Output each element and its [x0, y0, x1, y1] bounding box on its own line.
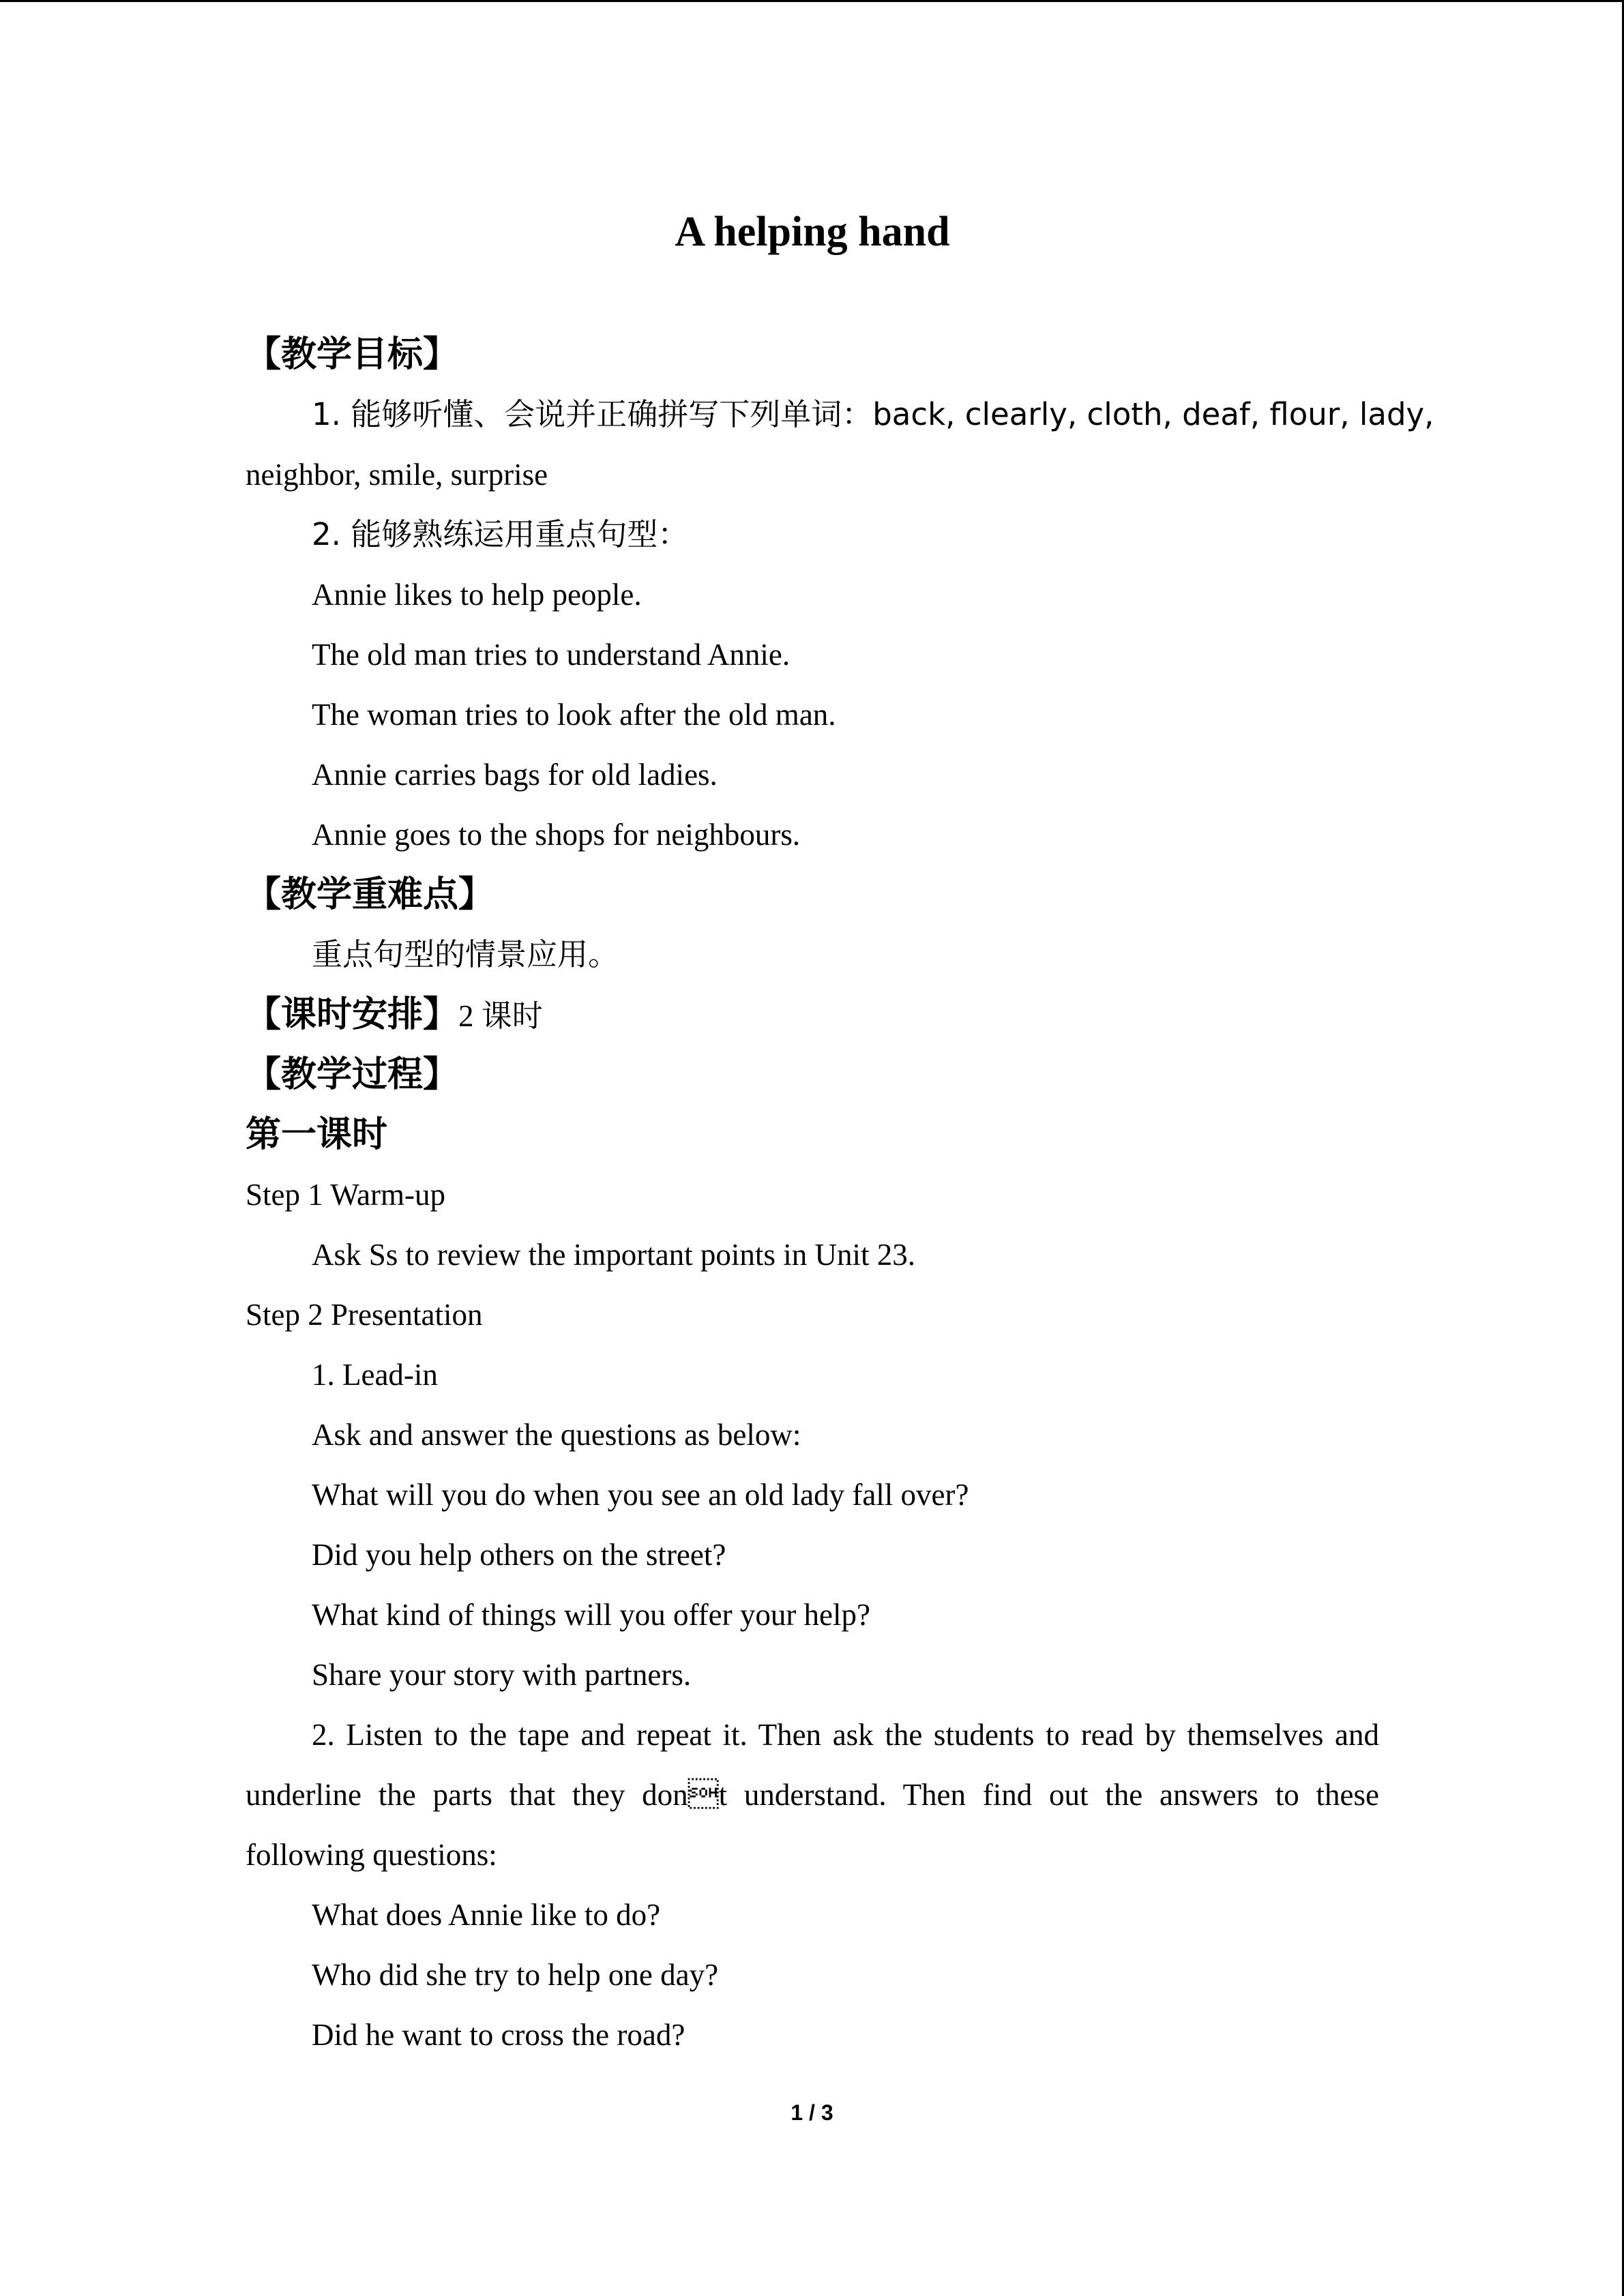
- key-sentence: Annie carries bags for old ladies.: [312, 758, 718, 792]
- lesson-heading: 第一课时: [246, 1114, 388, 1155]
- listen-question: Who did she try to help one day?: [312, 1958, 719, 1992]
- schedule-heading-label: 【课时安排】: [246, 994, 459, 1035]
- listen-question: Did he want to cross the road?: [312, 2018, 685, 2052]
- objectives-heading: 【教学目标】: [246, 334, 459, 375]
- objective-1-line1: 1. 能够听懂、会说并正确拼写下列单词：back, clearly, cloth, deaf, flour, lady,: [312, 396, 1434, 432]
- key-sentence: Annie goes to the shops for neighbours.: [312, 818, 801, 852]
- step-1-label: Step 1 Warm-up: [246, 1178, 446, 1212]
- schedule-heading: [246, 985, 1379, 1045]
- listen-paragraph: 2. Listen to the tape and repeat it. Then ask the students to read by themselves and underline the parts that they dont understand. Then find out the answers to these following questions:: [246, 1718, 1379, 1872]
- lead-in-question: Did you help others on the street?: [312, 1538, 726, 1572]
- key-sentence: The old man tries to understand Annie.: [312, 638, 791, 672]
- lead-in-label: 1. Lead-in: [312, 1358, 438, 1392]
- difficulty-heading: 【教学重难点】: [246, 874, 494, 915]
- page-number: 1 / 3: [791, 2100, 833, 2125]
- schedule-value: 2 课时: [458, 999, 543, 1033]
- lead-in-question: What will you do when you see an old lady fall over?: [312, 1478, 969, 1512]
- lead-in-intro: Ask and answer the questions as below:: [312, 1418, 801, 1452]
- lead-in-question: Share your story with partners.: [312, 1658, 692, 1692]
- listen-question: What does Annie like to do?: [312, 1898, 661, 1932]
- step-2-label: Step 2 Presentation: [246, 1298, 483, 1332]
- objective-2: 2. 能够熟练运用重点句型：: [312, 516, 689, 552]
- document-title: A helping hand: [675, 209, 950, 255]
- key-sentence: Annie likes to help people.: [312, 578, 642, 612]
- lead-in-question: What kind of things will you offer your help?: [312, 1598, 871, 1632]
- difficulty-text: 重点句型的情景应用。: [312, 936, 619, 972]
- key-sentence: The woman tries to look after the old man.: [312, 698, 836, 732]
- step-1-text: Ask Ss to review the important points in Unit 23.: [312, 1238, 915, 1272]
- document-body: [246, 198, 1434, 2065]
- process-heading: 【教学过程】: [246, 1054, 459, 1095]
- objective-1-line2: neighbor, smile, surprise: [246, 458, 548, 492]
